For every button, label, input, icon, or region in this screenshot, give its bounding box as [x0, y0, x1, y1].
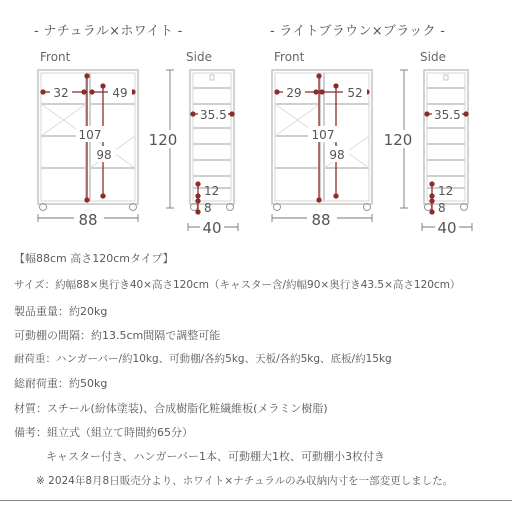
- dim-bottom-gap: 12: [204, 184, 220, 198]
- spec-size: サイズ：約幅88×奥行き40×高さ120cm（キャスター含/約幅90×奥行き43.5×高さ120cm）: [14, 279, 461, 291]
- dim-depth: 40: [202, 219, 222, 237]
- dim-width: 88: [78, 211, 98, 229]
- side-label: Side: [420, 50, 446, 64]
- spec-weight: 製品重量：約20kg: [14, 305, 108, 318]
- dim-right-shelf: 52: [347, 86, 363, 100]
- dim-caster: 8: [438, 201, 446, 215]
- dim-side-shelf: 35.5: [434, 108, 461, 122]
- dim-left-shelf: 29: [286, 86, 302, 100]
- spec-shelf-interval: 可動棚の間隔：約13.5cm間隔で調整可能: [14, 329, 221, 342]
- dimension-diagrams: [0, 0, 512, 245]
- side-label: Side: [186, 50, 212, 64]
- variant-title-natural-white: - ナチュラル×ホワイト -: [34, 24, 183, 39]
- spec-total-load: 総耐荷重：約50kg: [14, 377, 108, 390]
- spec-heading: 【幅88cm 高さ120cmタイプ】: [14, 252, 174, 265]
- dim-left-shelf: 32: [53, 86, 69, 100]
- variant-title-lightbrown-black: - ライトブラウン×ブラック -: [270, 24, 446, 39]
- dim-height: 120: [383, 131, 413, 149]
- spec-load: 耐荷重：ハンガーバー/約10kg、可動棚/各約5kg、天板/各約5kg、底板/約15kg: [14, 353, 392, 365]
- front-label: Front: [40, 50, 71, 64]
- dim-side-shelf: 35.5: [200, 108, 227, 122]
- dim-width: 88: [311, 211, 331, 229]
- spec-notes: 備考：組立式（組立て時間約65分）: [14, 426, 193, 439]
- dim-bottom-gap: 12: [438, 184, 454, 198]
- sale-note: ※ 2024年8月8日販売分より、ホワイト×ナチュラルのみ収納内寸を一部変更しました。: [36, 475, 454, 487]
- dim-inner: 98: [329, 148, 345, 162]
- dim-depth: 40: [437, 219, 457, 237]
- dim-inner: 98: [96, 148, 112, 162]
- front-label: Front: [274, 50, 305, 64]
- dim-height: 120: [148, 131, 178, 149]
- bottom-divider: [0, 500, 512, 501]
- spec-contents: キャスター付き、ハンガーバー1本、可動棚大1枚、可動棚小3枚付き: [46, 450, 386, 463]
- spec-material: 材質：スチール(紛体塗装)、合成樹脂化粧繊維板(メラミン樹脂): [14, 402, 328, 415]
- dim-hanger: 107: [311, 128, 335, 142]
- dim-hanger: 107: [78, 128, 102, 142]
- dim-right-shelf: 49: [112, 86, 128, 100]
- dim-caster: 8: [204, 201, 212, 215]
